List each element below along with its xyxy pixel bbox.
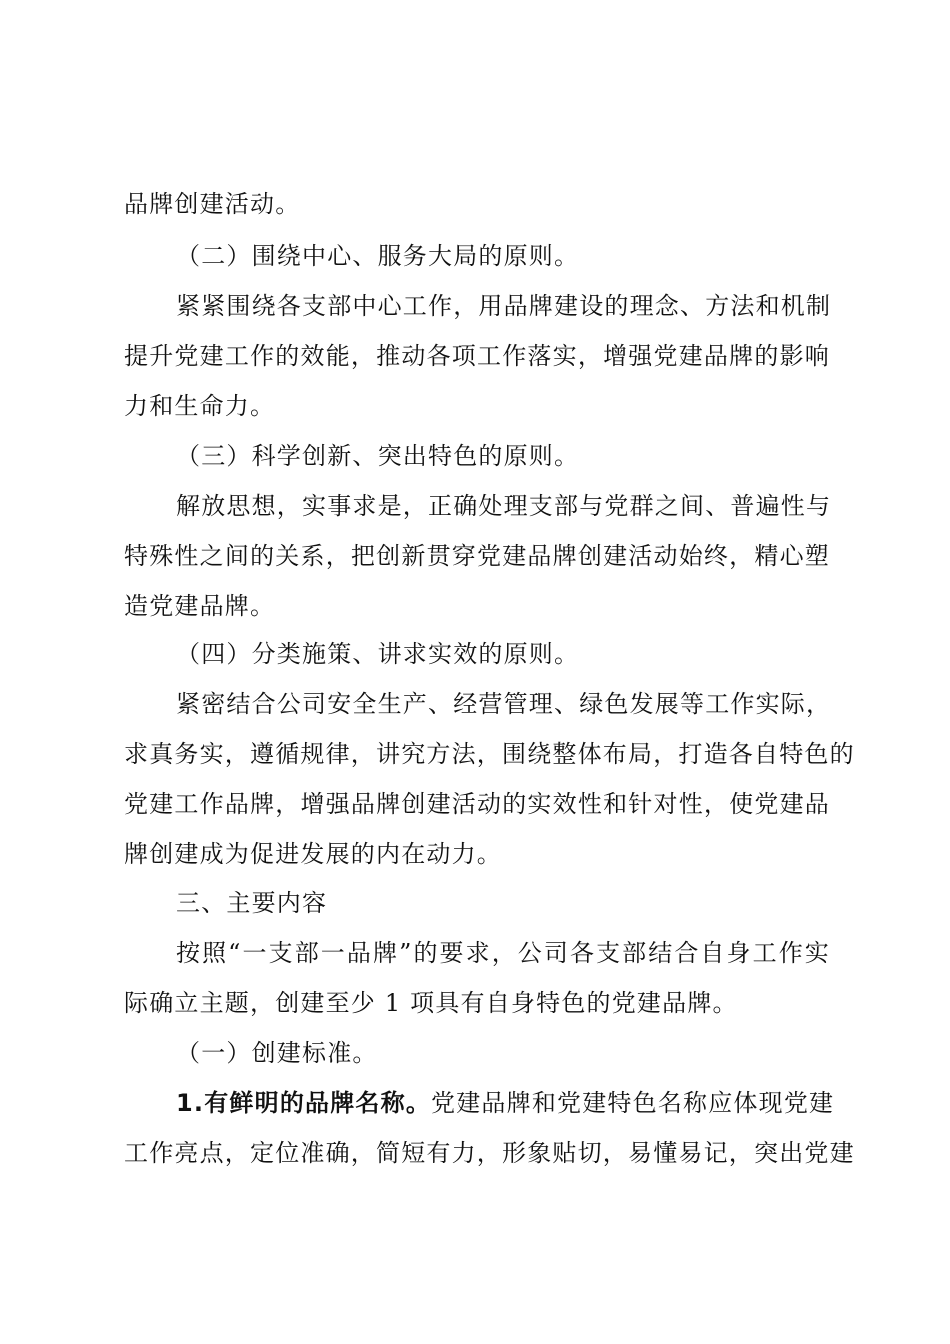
section-heading: （二）围绕中心、服务大局的原则。 bbox=[176, 242, 580, 270]
text-line: 际确立主题，创建至少 1 项具有自身特色的党建品牌。 bbox=[124, 989, 738, 1017]
text-line: 紧密结合公司安全生产、经营管理、绿色发展等工作实际， bbox=[176, 690, 832, 718]
text-line: 紧紧围绕各支部中心工作，用品牌建设的理念、方法和机制 bbox=[176, 292, 832, 320]
text-line: 求真务实，遵循规律，讲究方法，围绕整体布局，打造各自特色的 bbox=[124, 740, 855, 768]
text-line: 特殊性之间的关系，把创新贯穿党建品牌创建活动始终，精心塑 bbox=[124, 542, 830, 570]
text-line: 按照“一支部一品牌”的要求，公司各支部结合自身工作实 bbox=[176, 939, 830, 967]
text-line: 工作亮点，定位准确，简短有力，形象贴切，易懂易记，突出党建 bbox=[124, 1139, 855, 1167]
section-heading: （一）创建标准。 bbox=[176, 1039, 378, 1067]
chapter-heading: 三、主要内容 bbox=[176, 889, 328, 917]
section-heading: （三）科学创新、突出特色的原则。 bbox=[176, 442, 580, 470]
text-line: 造党建品牌。 bbox=[124, 592, 276, 620]
text-line: 解放思想，实事求是，正确处理支部与党群之间、普遍性与 bbox=[176, 492, 832, 520]
text-line: 力和生命力。 bbox=[124, 392, 276, 420]
list-item-1-text: 党建品牌和党建特色名称应体现党建 bbox=[431, 1089, 835, 1117]
section-heading: （四）分类施策、讲求实效的原则。 bbox=[176, 640, 580, 668]
list-item-1-title: 1.有鲜明的品牌名称。 bbox=[176, 1089, 432, 1117]
text-line: 党建工作品牌，增强品牌创建活动的实效性和针对性，使党建品 bbox=[124, 790, 830, 818]
text-line: 品牌创建活动。 bbox=[124, 190, 301, 218]
list-item-1 bbox=[176, 1087, 835, 1119]
text-line: 牌创建成为促进发展的内在动力。 bbox=[124, 840, 502, 868]
text-line: 提升党建工作的效能，推动各项工作落实，增强党建品牌的影响 bbox=[124, 342, 830, 370]
